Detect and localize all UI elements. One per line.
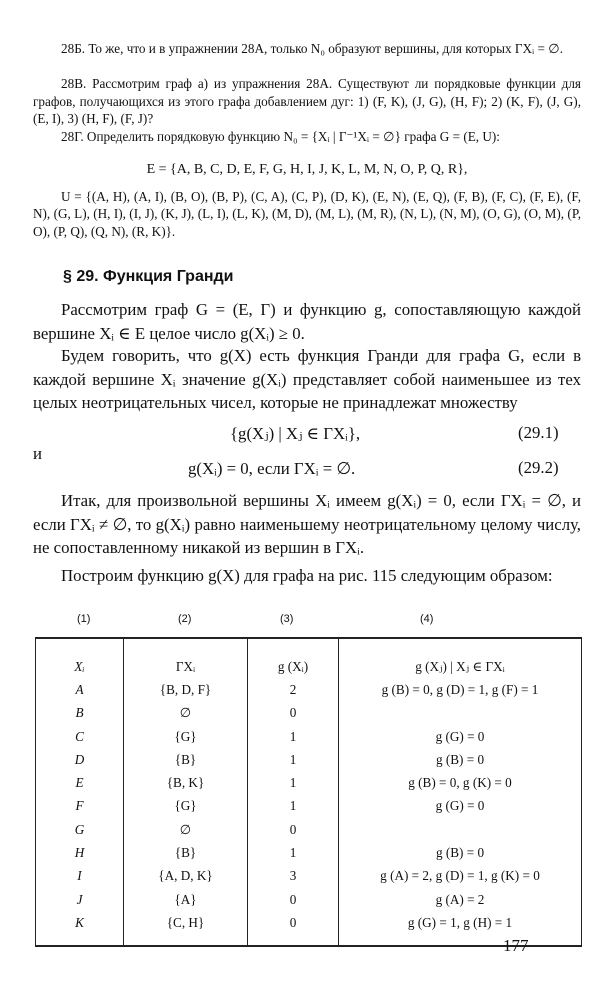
- equation-29-1: {g(Xⱼ) | Xⱼ ∈ ΓXᵢ},: [230, 424, 361, 443]
- table-row: [36, 702, 582, 725]
- cell-successor-values: g (B) = 0: [339, 748, 582, 771]
- cell-successor-values: g (G) = 1, g (H) = 1: [339, 911, 582, 945]
- cell-grundy-value: 1: [248, 748, 339, 771]
- cell-successors: {B}: [124, 748, 248, 771]
- cell-successors: {B, D, F}: [124, 678, 248, 701]
- header-grundy-value: g (Xᵢ): [248, 638, 339, 678]
- cell-successor-values: g (B) = 0: [339, 841, 582, 864]
- cell-successors: {B}: [124, 841, 248, 864]
- table-row: [36, 678, 582, 701]
- exercise-28g: 28Г. Определить порядковую функцию N₀ = {Xᵢ | Γ⁻¹Xᵢ = ∅} графа G = (E, U):: [61, 129, 500, 144]
- paragraph-3: Итак, для произвольной вершины Xᵢ имеем g(Xᵢ) = 0, если ΓXᵢ = ∅, и если ΓXᵢ ≠ ∅, то g(Xᵢ) равно наименьшему неотрицательному целому числу, не сопоставленному никакой из вершин в ΓXᵢ.: [33, 491, 581, 557]
- cell-vertex: K: [36, 911, 124, 945]
- table-row: [36, 841, 582, 864]
- cell-vertex: G: [36, 818, 124, 841]
- cell-vertex: J: [36, 888, 124, 911]
- header-successor-values: g (Xⱼ) | Xⱼ ∈ ΓXᵢ: [339, 638, 582, 678]
- column-number-1: (1): [77, 613, 91, 625]
- cell-successors: {G}: [124, 725, 248, 748]
- paragraph-1: Рассмотрим граф G = (E, Γ) и функцию g, сопоставляющую каждой вершине Xᵢ ∈ E целое число g(Xᵢ) ≥ 0.: [33, 300, 581, 343]
- table-row: [36, 748, 582, 771]
- cell-grundy-value: 3: [248, 865, 339, 888]
- header-vertex: Xᵢ: [36, 638, 124, 678]
- cell-grundy-value: 0: [248, 818, 339, 841]
- paragraph-4: Построим функцию g(X) для графа на рис. 115 следующим образом:: [61, 566, 553, 585]
- cell-vertex: B: [36, 702, 124, 725]
- set-e: E = {A, B, C, D, E, F, G, H, I, J, K, L, M, N, O, P, Q, R},: [146, 162, 468, 177]
- cell-successors: ∅: [124, 702, 248, 725]
- cell-successors: ∅: [124, 818, 248, 841]
- equation-29-2: g(Xᵢ) = 0, если ΓXᵢ = ∅.: [188, 459, 356, 478]
- cell-successor-values: g (G) = 0: [339, 795, 582, 818]
- cell-successors: {B, K}: [124, 771, 248, 794]
- exercise-28b: 28Б. То же, что и в упражнении 28А, только N₀ образуют вершины, для которых ΓXᵢ = ∅.: [61, 41, 564, 56]
- cell-successor-values: g (A) = 2, g (D) = 1, g (K) = 0: [339, 865, 582, 888]
- page-number: 177: [503, 936, 529, 955]
- cell-grundy-value: 1: [248, 771, 339, 794]
- table-row: [36, 818, 582, 841]
- cell-vertex: F: [36, 795, 124, 818]
- exercise-28v: 28В. Рассмотрим граф а) из упражнения 28А. Существуют ли порядковые функции для графов, получающихся из этого графа добавлением дуг: 1) (F, K), (J, G), (H, F); 2) (K, F), (J, G), (E, I), 3) (H, F), (F, J)?: [33, 76, 581, 127]
- cell-grundy-value: 2: [248, 678, 339, 701]
- section-title: § 29. Функция Гранди: [63, 268, 234, 285]
- cell-grundy-value: 0: [248, 702, 339, 725]
- set-u: U = {(A, H), (A, I), (B, O), (B, P), (C, A), (C, P), (D, K), (E, N), (E, Q), (F, B), (F, C), (F, E), (F, N), (G, L), (H, I), (I, J), (K, J), (L, I), (L, K), (M, D), (M, L), (M, R), (N, L), (N, M), (O, G), (O, M), (P, O), (P, Q), (Q, N), (R, K)}.: [33, 189, 581, 239]
- column-number-2: (2): [178, 613, 192, 625]
- cell-grundy-value: 1: [248, 841, 339, 864]
- table-row: [36, 795, 582, 818]
- header-successors: ΓXᵢ: [124, 638, 248, 678]
- cell-vertex: H: [36, 841, 124, 864]
- cell-successors: {C, H}: [124, 911, 248, 945]
- table-row: [36, 888, 582, 911]
- table-row: [36, 865, 582, 888]
- equation-29-1-number: (29.1): [518, 423, 559, 442]
- cell-grundy-value: 1: [248, 725, 339, 748]
- cell-successors: {A}: [124, 888, 248, 911]
- table-row: [36, 771, 582, 794]
- table-row: [36, 725, 582, 748]
- cell-successor-values: g (A) = 2: [339, 888, 582, 911]
- cell-vertex: C: [36, 725, 124, 748]
- cell-grundy-value: 1: [248, 795, 339, 818]
- cell-vertex: I: [36, 865, 124, 888]
- conjunction: и: [33, 444, 42, 463]
- cell-vertex: A: [36, 678, 124, 701]
- column-number-3: (3): [280, 613, 294, 625]
- cell-grundy-value: 0: [248, 911, 339, 945]
- cell-successor-values: g (G) = 0: [339, 725, 582, 748]
- cell-successor-values: [339, 702, 582, 725]
- cell-successor-values: g (B) = 0, g (D) = 1, g (F) = 1: [339, 678, 582, 701]
- paragraph-2: Будем говорить, что g(X) есть функция Гранди для графа G, если в каждой вершине Xᵢ значение g(Xᵢ) представляет собой наименьшее из тех целых неотрицательных чисел, которые не принадлежат множеству: [33, 346, 581, 412]
- cell-successor-values: [339, 818, 582, 841]
- table-row: [36, 911, 582, 945]
- cell-vertex: D: [36, 748, 124, 771]
- table-header-row: [36, 638, 582, 678]
- cell-vertex: E: [36, 771, 124, 794]
- cell-successors: {G}: [124, 795, 248, 818]
- cell-successor-values: g (B) = 0, g (K) = 0: [339, 771, 582, 794]
- equation-29-2-number: (29.2): [518, 458, 559, 477]
- column-number-4: (4): [420, 613, 434, 625]
- cell-successors: {A, D, K}: [124, 865, 248, 888]
- cell-grundy-value: 0: [248, 888, 339, 911]
- grundy-table: [35, 637, 582, 947]
